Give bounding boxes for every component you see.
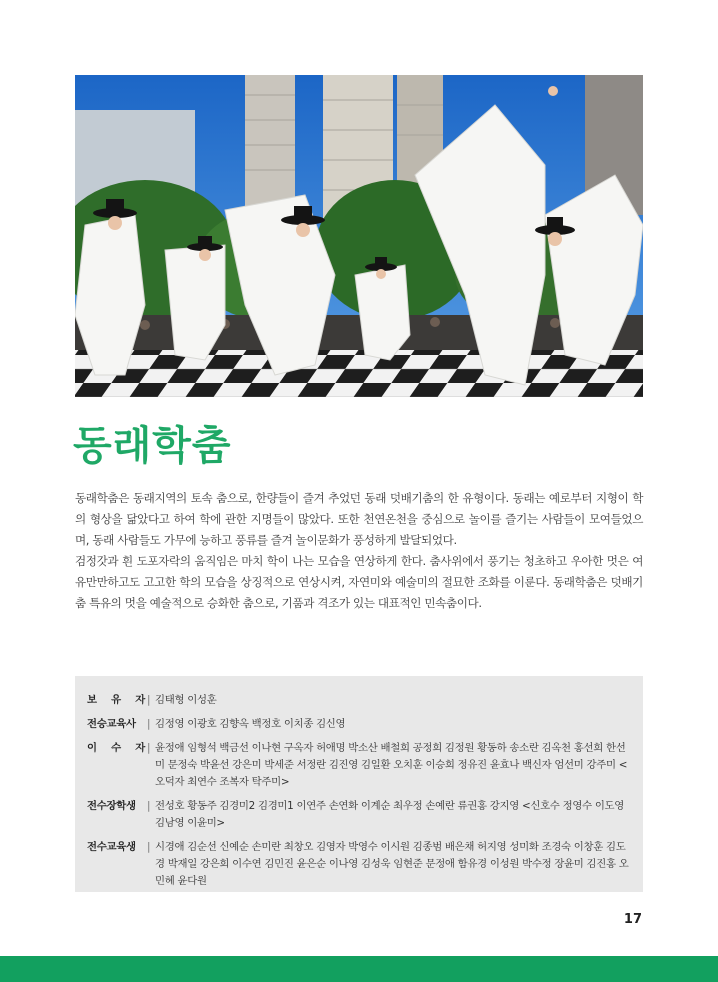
separator: |	[147, 718, 151, 730]
info-label: 보 유 자	[87, 694, 145, 706]
separator: |	[147, 694, 151, 706]
info-row	[87, 716, 629, 733]
info-label: 전수교육생	[87, 841, 136, 853]
info-names: 시경애 김순선 신예순 손미란 최창오 김영자 박영수 이시원 김종범 배은채 허지영 성미화 조경숙 이창훈 김도경 박재일 강은희 이수연 김민진 윤은순 이나영 김성욱 임현준 문정애 함유경 이성원 박수정 장윤미 김진홍 오민혜 윤다원	[155, 841, 629, 887]
info-label: 이 수 자	[87, 742, 145, 754]
hero-photo	[75, 75, 643, 397]
holders-info-box	[75, 676, 643, 892]
info-names: 김정영 이광호 김향옥 백정호 이치종 김신영	[155, 718, 346, 730]
info-names: 김태형 이성훈	[155, 694, 217, 706]
paragraph: 동래학춤은 동래지역의 토속 춤으로, 한량들이 즐겨 추었던 동래 덧배기춤의 한 유형이다. 동래는 예로부터 지형이 학의 형상을 닮았다고 하여 학에 관한 지명들이 많았다. 또한 천연온천을 중심으로 놀이를 즐기는 사람들이 모여들었으며, 동래 사람들도 가무에 능하고 풍류를 즐겨 놀이문화가 풍성하게 발달되었다.	[75, 491, 643, 547]
page-title: 동래학춤	[73, 423, 232, 469]
info-row	[87, 740, 629, 791]
info-label: 전승교육사	[87, 718, 136, 730]
footer-bar	[0, 956, 718, 982]
info-label: 전수장학생	[87, 800, 136, 812]
info-row	[87, 798, 629, 832]
info-row	[87, 839, 629, 890]
separator: |	[147, 800, 151, 812]
info-names: 윤정애 임형석 백금선 이나현 구옥자 허애명 박소산 배철희 공정희 김정원 황동하 송소란 김옥천 홍선희 한선미 문정숙 박윤선 강은미 박세준 서정란 김진영 김일환 오치훈 이승희 정유진 윤효나 백신자 엄선미 강주미 <오덕자 최연수 조복자 탁주미>	[155, 742, 628, 788]
paragraph: 검정갓과 흰 도포자락의 움직임은 마치 학이 나는 모습을 연상하게 한다. 춤사위에서 풍기는 청초하고 우아한 멋은 여유만만하고도 고고한 학의 모습을 상징적으로 연상시켜, 자연미와 예술미의 절묘한 조화를 이룬다. 동래학춤은 덧배기춤 특유의 멋을 예술적으로 승화한 춤으로, 기품과 격조가 있는 대표적인 민속춤이다.	[75, 554, 643, 610]
separator: |	[147, 841, 151, 853]
info-row	[87, 692, 629, 709]
description	[75, 488, 643, 614]
separator: |	[147, 742, 151, 754]
page-number: 17	[623, 912, 642, 927]
info-names: 전성호 황동주 김경미2 김경미1 이연주 손연화 이계순 최우정 손예란 류권홍 강지영 <신호수 정영수 이도영 김남영 이윤미>	[155, 800, 625, 829]
